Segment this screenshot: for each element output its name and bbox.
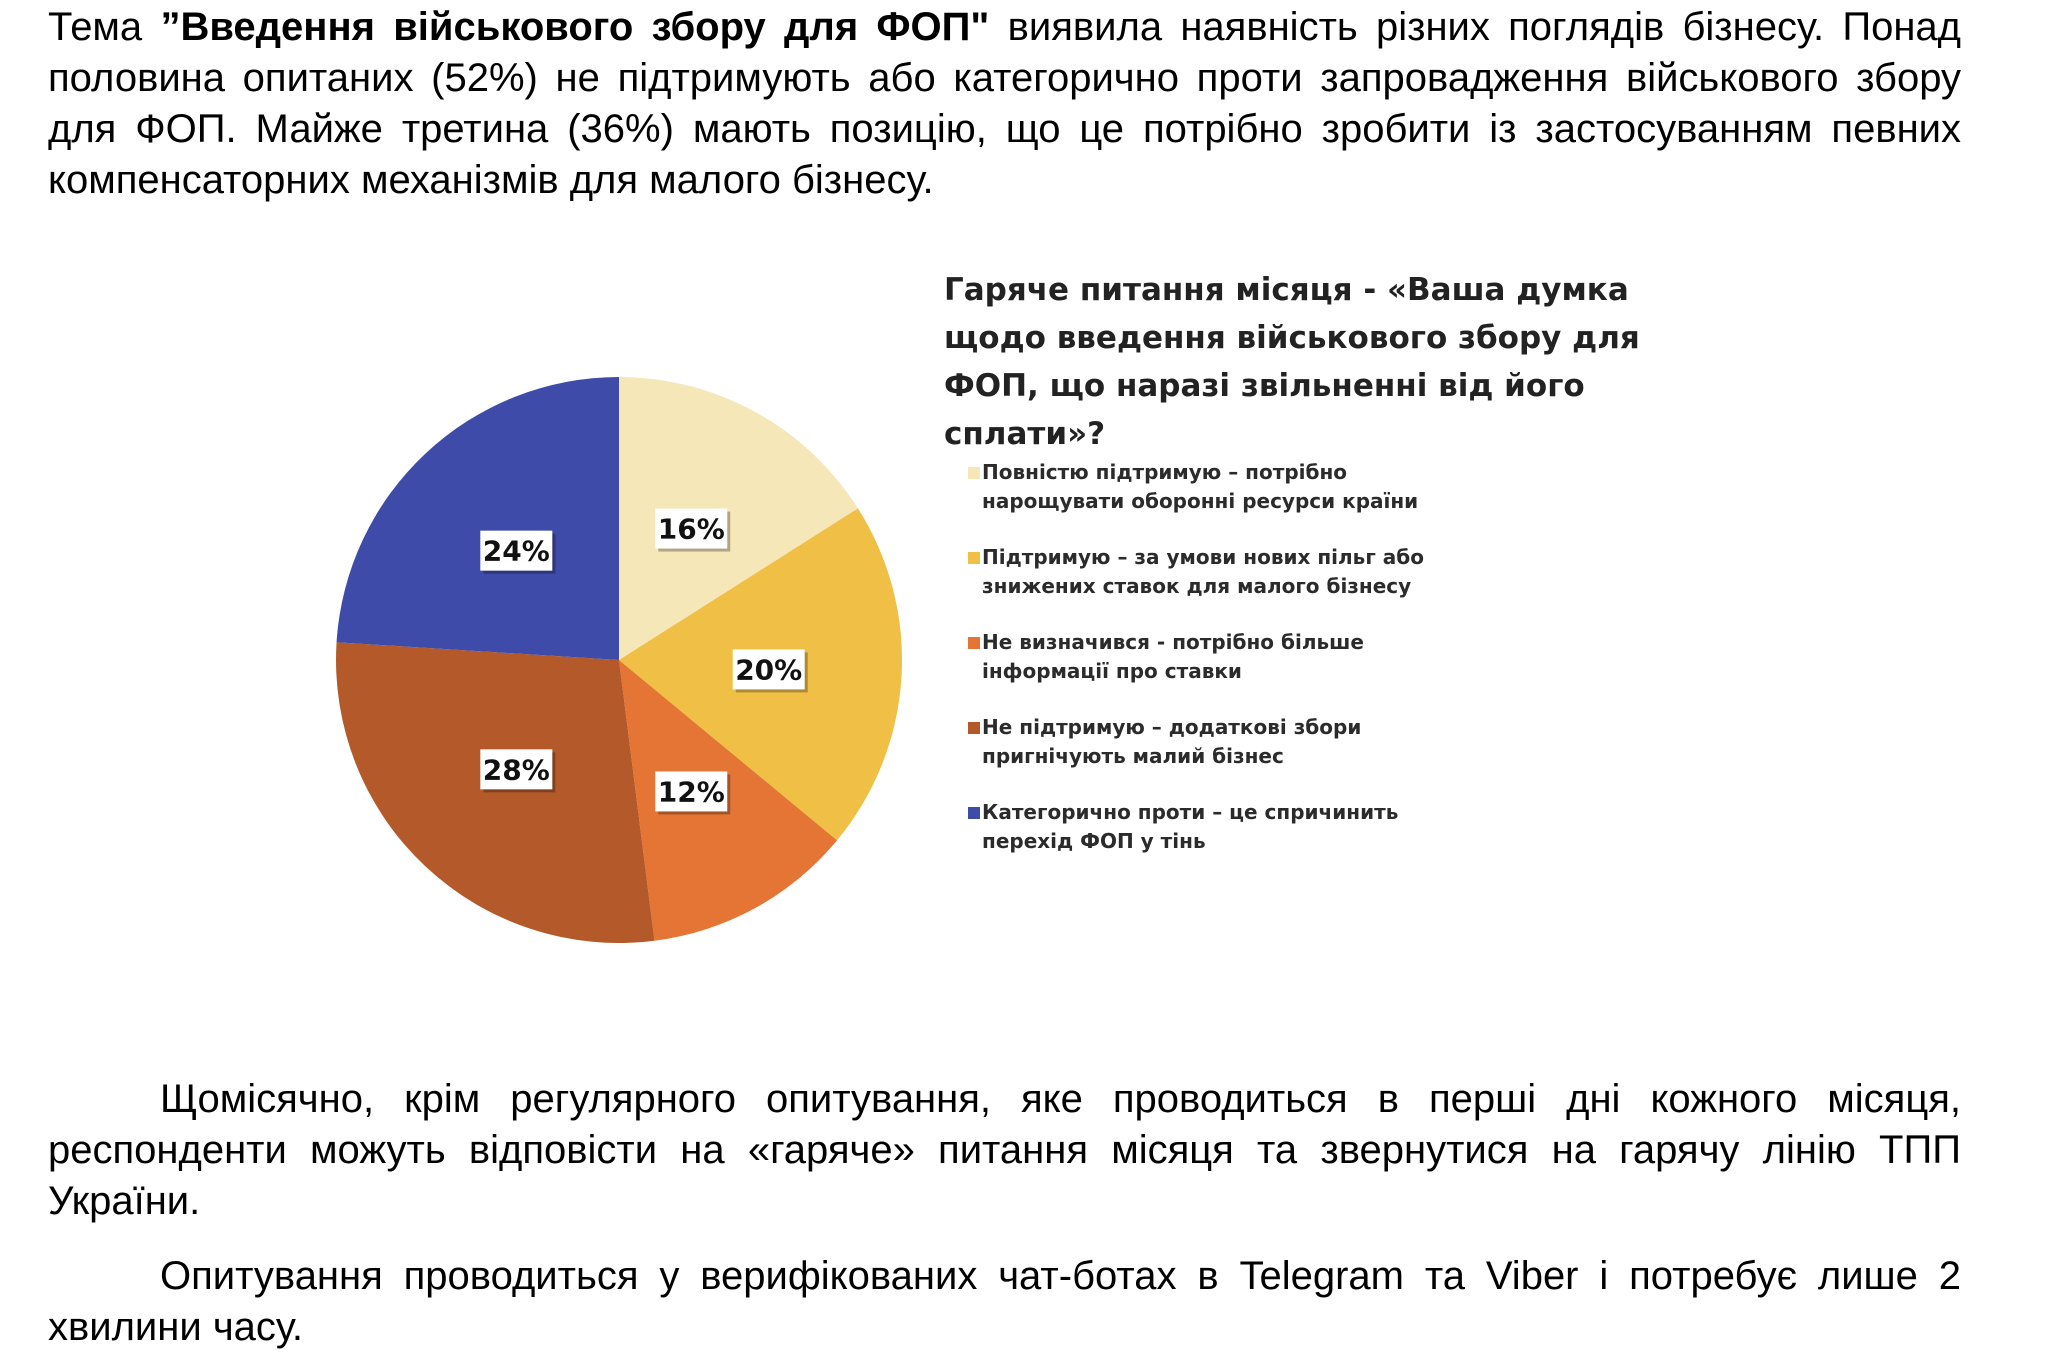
legend-item xyxy=(968,713,1488,798)
paragraph-hotline: Щомісячно, крім регулярного опитування, яке проводиться в перші дні кожного місяця, респонденти можуть відповісти на «гаряче» питання місяця та звернутися на гарячу лінію ТПП України. xyxy=(48,1077,1961,1223)
pie-chart xyxy=(330,370,930,970)
pie-slice xyxy=(337,377,619,660)
slice-label xyxy=(655,771,730,814)
legend-swatch xyxy=(968,722,980,734)
legend-swatch xyxy=(968,467,980,479)
legend-swatch xyxy=(968,807,980,819)
legend-item xyxy=(968,798,1488,883)
legend-label: Не підтримую – додаткові збори пригнічують малий бізнес xyxy=(982,715,1362,768)
legend-swatch xyxy=(968,552,980,564)
slice-label xyxy=(480,531,555,574)
slice-value-label: 28% xyxy=(482,753,550,787)
slice-value-label: 16% xyxy=(657,512,725,546)
slice-value-label: 24% xyxy=(482,534,550,568)
intro-rest: виявила наявність різних поглядів бізнесу. Понад половина опитаних (52%) не підтримують або категорично проти запровадження військового збору для ФОП. Майже третина (36%) мають позицію, що це потрібно зробити із застосуванням певних компенсаторних механізмів для малого бізнесу. xyxy=(48,5,1962,202)
legend-label: Підтримую – за умови нових пільг або знижених ставок для малого бізнесу xyxy=(982,545,1424,598)
slice-value-label: 12% xyxy=(657,775,725,809)
chart-legend xyxy=(968,458,1488,883)
slice-value-label: 20% xyxy=(735,653,803,687)
legend-label: Не визначився - потрібно більше інформації про ставки xyxy=(982,630,1364,683)
slice-label xyxy=(480,749,555,792)
legend-item xyxy=(968,543,1488,628)
legend-label: Категорично проти – це спричинить перехід ФОП у тінь xyxy=(982,800,1399,853)
intro-prefix: Тема xyxy=(48,5,161,49)
legend-item xyxy=(968,628,1488,713)
chart-title: Гаряче питання місяця - «Ваша думка щодо введення військового збору для ФОП, що наразі звільненні від його сплати»? xyxy=(944,272,1640,452)
pie-slice xyxy=(336,642,654,943)
legend-label: Повністю підтримую – потрібно нарощувати оборонні ресурси країни xyxy=(982,460,1419,513)
slice-label xyxy=(733,649,808,692)
legend-item xyxy=(968,458,1488,543)
paragraph-chatbots: Опитування проводиться у верифікованих чат-ботах в Telegram та Viber і потребує лише 2 хвилини часу. xyxy=(48,1254,1961,1349)
intro-topic: ”Введення військового збору для ФОП" xyxy=(160,5,990,49)
pie-slices xyxy=(336,377,902,943)
slice-label xyxy=(655,509,730,552)
legend-swatch xyxy=(968,637,980,649)
intro-paragraph xyxy=(48,2,1961,206)
